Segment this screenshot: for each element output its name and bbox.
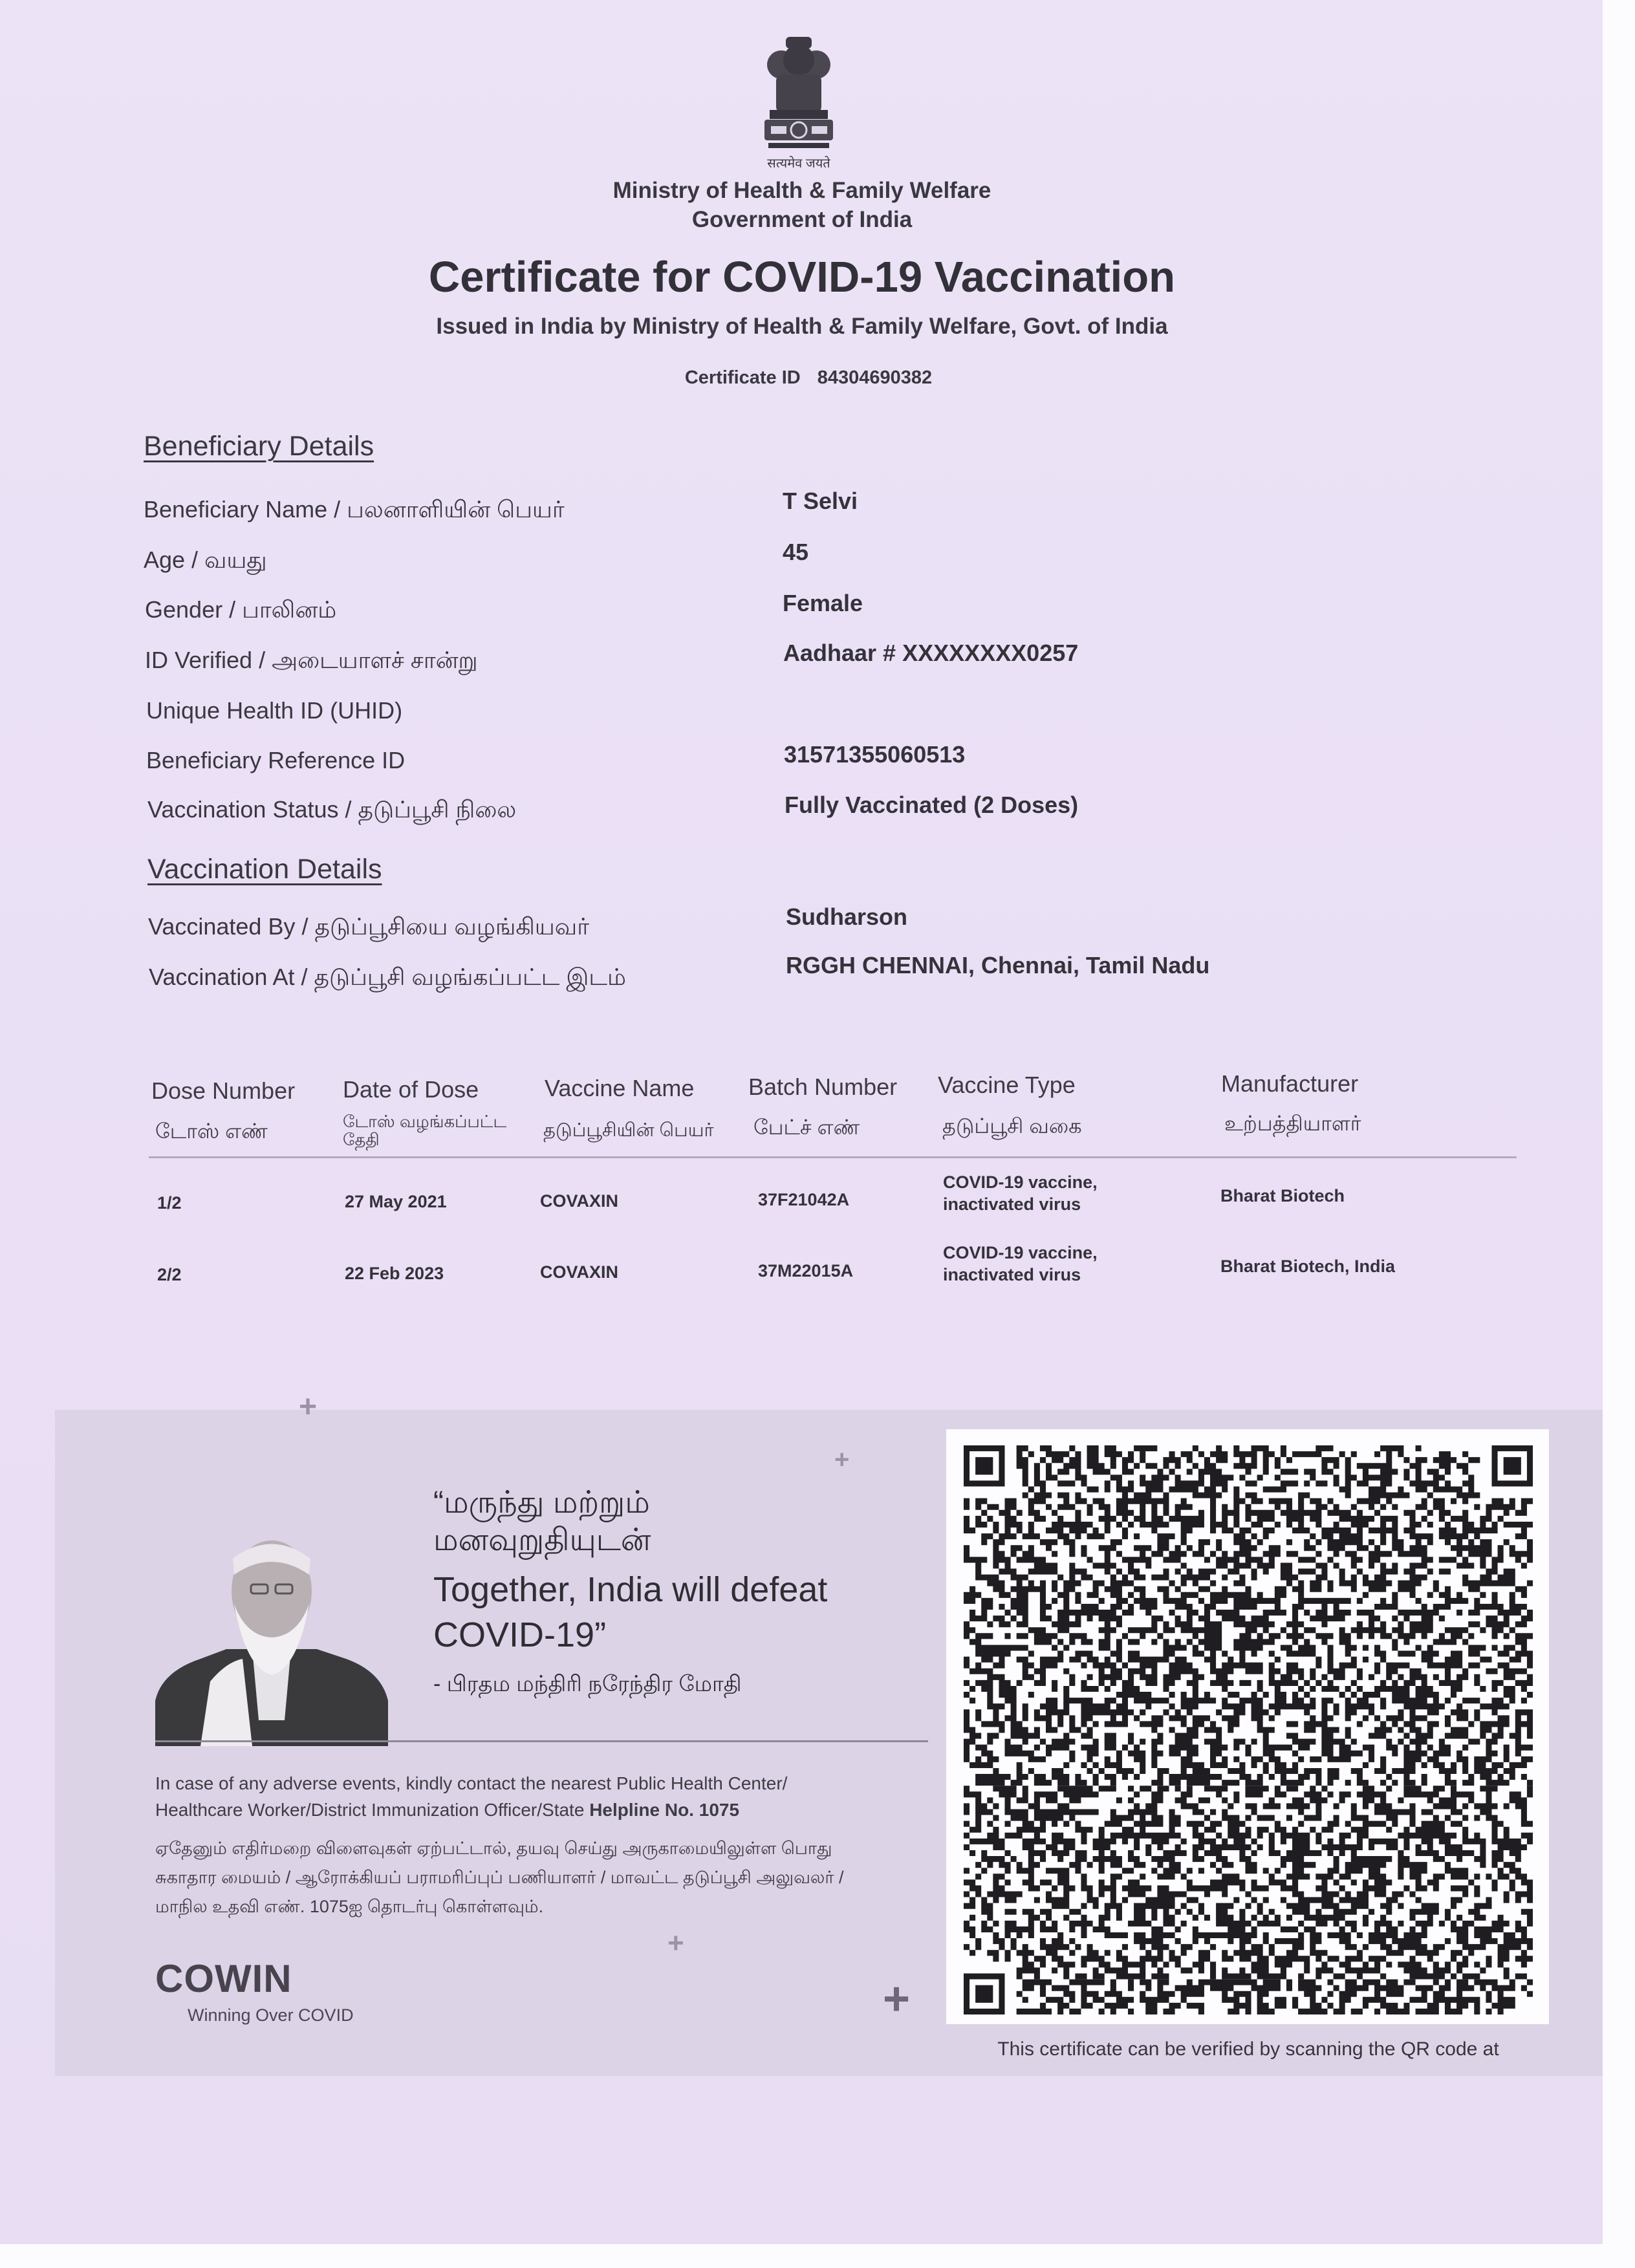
certificate-id-value: 84304690382	[817, 367, 933, 388]
header-manufacturer-ta: உற்பத்தியாளர்	[1224, 1112, 1361, 1135]
cowin-logo: COWIN	[155, 1957, 292, 2000]
age-label: Age / வயது	[144, 546, 267, 573]
cowin-tagline: Winning Over COVID	[188, 2005, 354, 2025]
header-date-of-dose: Date of Dose	[343, 1076, 479, 1103]
row1-manufacturer: Bharat Biotech	[1220, 1186, 1345, 1205]
header-dose-number: Dose Number	[151, 1077, 296, 1104]
banner-divider	[155, 1740, 928, 1742]
adverse-events-info-tamil	[155, 1834, 931, 1921]
verification-note: This certificate can be verified by scanning the QR code at	[997, 2038, 1499, 2060]
row2-batch: 37M22015A	[758, 1261, 854, 1280]
row1-date: 27 May 2021	[345, 1192, 447, 1211]
row2-manufacturer: Bharat Biotech, India	[1220, 1257, 1396, 1276]
row2-type	[943, 1242, 1098, 1286]
row1-type	[943, 1171, 1098, 1215]
vaccination-at-label: Vaccination At / தடுப்பூசி வழங்கப்பட்ட இடம்	[149, 964, 626, 990]
government-name: Government of India	[691, 207, 913, 232]
vaccination-at-value: RGGH CHENNAI, Chennai, Tamil Nadu	[786, 952, 1210, 978]
info-ta-line1: ஏதேனும் எதிர்மறை விளைவுகள் ஏற்பட்டால், தயவு செய்து அருகாமையிலுள்ள பொது	[155, 1839, 832, 1858]
header-date-of-dose-ta: டோஸ் வழங்கப்பட்ட தேதி	[343, 1112, 507, 1149]
table-divider	[149, 1156, 1517, 1158]
header-batch-number: Batch Number	[748, 1074, 898, 1100]
header-dose-number-ta: டோஸ் எண்	[155, 1119, 268, 1143]
beneficiary-section-heading: Beneficiary Details	[144, 431, 374, 462]
row2-type-line2: inactivated virus	[943, 1265, 1081, 1284]
qr-finder-pattern	[964, 1973, 1005, 2014]
quote-english-line2: COVID-19”	[433, 1615, 607, 1654]
qr-finder-pattern	[964, 1445, 1005, 1487]
header-vaccine-type: Vaccine Type	[938, 1072, 1076, 1098]
row2-type-line1: COVID-19 vaccine,	[943, 1243, 1098, 1262]
id-verified-value: Aadhaar # XXXXXXXX0257	[783, 640, 1079, 666]
reference-id-value: 31571355060513	[784, 741, 966, 768]
adverse-events-info	[155, 1770, 931, 1823]
plus-decoration-icon: +	[834, 1445, 850, 1474]
info-line2	[155, 1797, 931, 1823]
qr-code[interactable]	[964, 1445, 1533, 2014]
certificate-id-label: Certificate ID	[684, 367, 801, 388]
header-vaccine-name-ta: தடுப்பூசியின் பெயர்	[543, 1120, 714, 1141]
certificate-subtitle: Issued in India by Ministry of Health & Family Welfare, Govt. of India	[436, 314, 1168, 339]
quote-block	[433, 1484, 951, 1700]
qr-finder-pattern	[1491, 1445, 1533, 1487]
quote-tamil-line1: “மருந்து மற்றும்	[433, 1485, 650, 1520]
info-ta-line3: மாநில உதவி எண். 1075ஐ தொடர்பு கொள்ளவும்.	[155, 1897, 544, 1916]
row2-vaccine: COVAXIN	[540, 1262, 619, 1282]
header-vaccine-type-ta: தடுப்பூசி வகை	[942, 1114, 1082, 1138]
info-ta-line2: சுகாதார மையம் / ஆரோக்கியப் பராமரிப்புப் பணியாளர் / மாவட்ட தடுப்பூசி அலுவலர் /	[155, 1868, 844, 1887]
row2-dose: 2/2	[157, 1265, 182, 1284]
id-verified-label: ID Verified / அடையாளச் சான்று	[145, 647, 478, 673]
row1-vaccine: COVAXIN	[540, 1191, 619, 1211]
beneficiary-name-label: Beneficiary Name / பலனாளியின் பெயர்	[144, 496, 565, 523]
vaccinated-by-label: Vaccinated By / தடுப்பூசியை வழங்கியவர்	[148, 913, 589, 940]
vaccinated-by-value: Sudharson	[786, 903, 908, 930]
beneficiary-name-value: T Selvi	[783, 488, 858, 514]
row1-dose: 1/2	[157, 1193, 182, 1213]
reference-id-label: Beneficiary Reference ID	[146, 747, 406, 773]
plus-decoration-icon: +	[883, 1973, 911, 2025]
row1-type-line1: COVID-19 vaccine,	[943, 1172, 1098, 1192]
quote-attribution: - பிரதம மந்திரி நரேந்திர மோதி	[433, 1672, 742, 1696]
portrait-image	[155, 1513, 388, 1746]
info-line1: In case of any adverse events, kindly contact the nearest Public Health Center/	[155, 1773, 788, 1793]
row2-date: 22 Feb 2023	[345, 1264, 444, 1283]
row1-batch: 37F21042A	[758, 1190, 850, 1209]
gender-label: Gender / பாலினம்	[145, 596, 337, 623]
emblem-motto: सत्यमेव जयते	[767, 157, 830, 171]
vaccination-status-value: Fully Vaccinated (2 Doses)	[785, 792, 1079, 818]
quote-english-line1: Together, India will defeat	[433, 1570, 828, 1609]
info-line2-text: Healthcare Worker/District Immunization Officer/State	[155, 1800, 585, 1820]
header-manufacturer: Manufacturer	[1221, 1070, 1359, 1097]
header-vaccine-name: Vaccine Name	[545, 1075, 695, 1101]
certificate-id-line	[647, 367, 970, 389]
uhid-label: Unique Health ID (UHID)	[146, 697, 403, 724]
header-batch-number-ta: பேட்ச் எண்	[753, 1116, 860, 1139]
qr-modules	[964, 1445, 1533, 2014]
ministry-name: Ministry of Health & Family Welfare	[612, 178, 991, 203]
age-value: 45	[783, 539, 809, 565]
vaccination-status-label: Vaccination Status / தடுப்பூசி நிலை	[147, 796, 517, 823]
vaccination-section-heading: Vaccination Details	[147, 854, 382, 885]
helpline-number: Helpline No. 1075	[589, 1800, 740, 1820]
gender-value: Female	[783, 590, 863, 616]
plus-decoration-icon: +	[299, 1390, 318, 1424]
plus-decoration-icon: +	[667, 1927, 684, 1959]
certificate-title: Certificate for COVID-19 Vaccination	[428, 253, 1176, 301]
row1-type-line2: inactivated virus	[943, 1194, 1081, 1214]
quote-tamil-line2: மனவுறுதியுடன்	[433, 1523, 651, 1557]
